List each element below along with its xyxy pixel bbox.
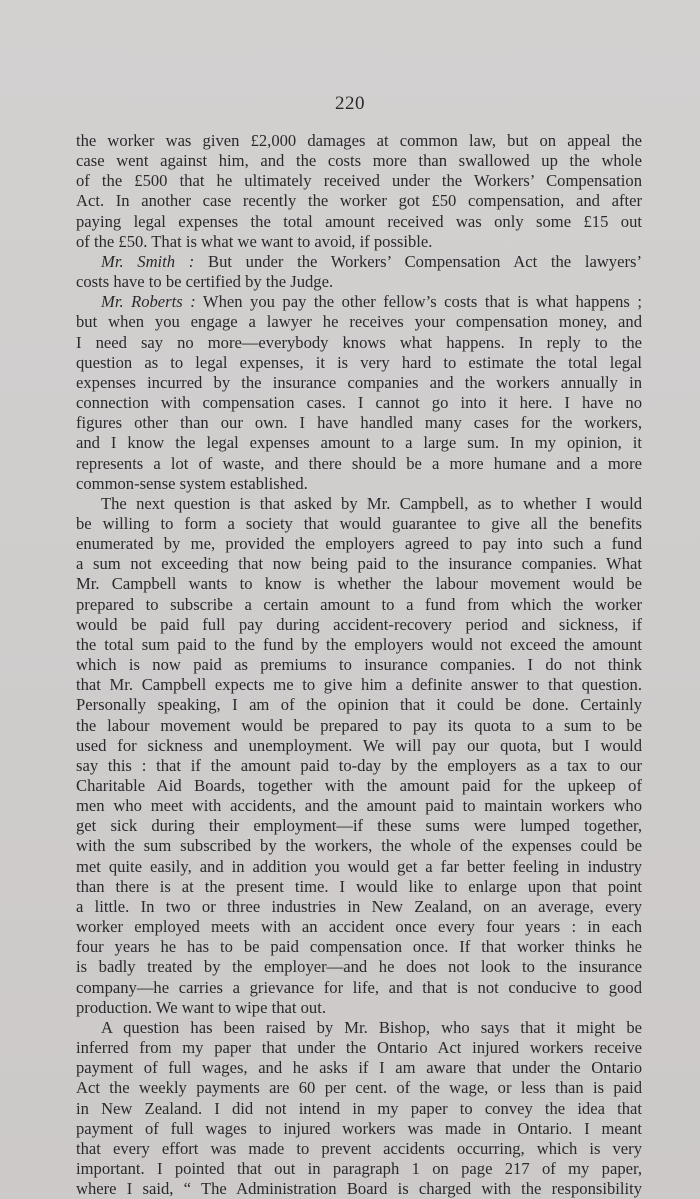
text-line: [76, 595, 642, 615]
line-text: I need say no more—everybody knows what happens. In reply to the: [76, 332, 642, 352]
line-text: than there is at the present time. I would like to enlarge upon that point: [76, 876, 642, 896]
text-line: [76, 675, 642, 695]
text-line: [76, 836, 642, 856]
text-line: [76, 1078, 642, 1098]
text-line: [76, 272, 642, 292]
line-text: connection with compensation cases. I cannot go into it here. I have no: [76, 393, 642, 413]
line-text: say this : that if the amount paid to-day by the employers as a tax to our: [76, 755, 642, 775]
text-line: [76, 574, 642, 594]
line-text: production. We want to wipe that out.: [76, 997, 326, 1017]
text-line: [76, 433, 642, 453]
text-line: [76, 534, 642, 554]
text-line: [76, 776, 642, 796]
text-line: [76, 353, 642, 373]
text-line: [76, 373, 642, 393]
text-line: [76, 978, 642, 998]
line-text: prepared to subscribe a certain amount to a fund from which the worker: [76, 594, 642, 614]
text-line: [76, 514, 642, 534]
line-text: which is now paid as premiums to insurance companies. I do not think: [76, 655, 642, 675]
text-line: [76, 796, 642, 816]
line-text: in New Zealand. I did not intend in my paper to convey the idea that: [76, 1098, 642, 1118]
line-text: paying legal expenses the total amount received was only some £15 out: [76, 211, 642, 231]
text-line: [76, 151, 642, 171]
text-line: [76, 232, 642, 252]
text-line: [76, 635, 642, 655]
line-text: of the £50. That is what we want to avoid, if possible.: [76, 231, 433, 251]
text-line: [76, 736, 642, 756]
line-text: the total sum paid to the fund by the employers would not exceed the amount: [76, 634, 642, 654]
text-line: [76, 1179, 642, 1199]
line-text: with the sum subscribed by the workers, the whole of the expenses could be: [76, 836, 642, 856]
text-line: [76, 454, 642, 474]
text-line: [76, 171, 642, 191]
line-text: expenses incurred by the insurance companies and the workers annually in: [76, 372, 642, 392]
text-line: [76, 333, 642, 353]
line-text: a sum not exceeding that now being paid to the insurance companies. What: [76, 554, 642, 574]
line-text: four years he has to be paid compensation once. If that worker thinks he: [76, 937, 642, 957]
line-text: of the £500 that he ultimately received under the Workers’ Compensation: [76, 171, 642, 191]
text-line: [76, 252, 642, 272]
line-text: The next question is that asked by Mr. Campbell, as to whether I would: [101, 493, 642, 513]
text-line: [76, 937, 642, 957]
text-line: [76, 1139, 642, 1159]
text-line: [76, 1099, 642, 1119]
text-line: [76, 695, 642, 715]
line-text: inferred from my paper that under the Ontario Act injured workers receive: [76, 1038, 642, 1058]
text-line: [76, 212, 642, 232]
body-text: [76, 131, 642, 1199]
text-line: [76, 393, 642, 413]
line-text: important. I pointed that out in paragraph 1 on page 217 of my paper,: [76, 1158, 642, 1178]
text-line: [76, 131, 642, 151]
line-text: used for sickness and unemployment. We will pay our quota, but I would: [76, 735, 642, 755]
text-line: [76, 474, 642, 494]
text-line: [76, 615, 642, 635]
line-text: represents a lot of waste, and there should be a more humane and a more: [76, 453, 642, 473]
line-text: costs have to be certified by the Judge.: [76, 272, 334, 292]
line-text: Personally speaking, I am of the opinion that it could be done. Certainly: [76, 695, 642, 715]
text-line: [76, 655, 642, 675]
line-text: Act the weekly payments are 60 per cent. of the wage, or less than is paid: [76, 1078, 642, 1098]
line-text: company—he carries a grievance for life, and that is not conducive to good: [76, 977, 642, 997]
text-line: [76, 897, 642, 917]
line-text: payment of full wages, and he asks if I am aware that under the Ontario: [76, 1058, 642, 1078]
text-line: [76, 1159, 642, 1179]
line-text: that every effort was made to prevent accidents occurring, which is very: [76, 1138, 642, 1158]
speaker-name: Mr. Smith :: [101, 251, 195, 271]
text-line: [76, 191, 642, 211]
text-line: [76, 1119, 642, 1139]
line-text: enumerated by me, provided the employers agreed to pay into such a fund: [76, 534, 642, 554]
line-text: where I said, “ The Administration Board is charged with the responsibility: [76, 1179, 642, 1199]
text-line: [76, 857, 642, 877]
text-line: [76, 957, 642, 977]
text-line: [76, 1058, 642, 1078]
text-line: [76, 716, 642, 736]
text-line: [76, 554, 642, 574]
text-line: [76, 877, 642, 897]
line-text: get sick during their employment—if these sums were lumped together,: [76, 816, 642, 836]
text-line: [76, 312, 642, 332]
line-text: payment of full wages to injured workers was made in Ontario. I meant: [76, 1118, 642, 1138]
line-text: a little. In two or three industries in New Zealand, on an average, every: [76, 896, 642, 916]
text-line: [76, 494, 642, 514]
text-line: [76, 917, 642, 937]
line-text: is badly treated by the employer—and he does not look to the insurance: [76, 957, 642, 977]
speaker-name: Mr. Roberts :: [101, 292, 196, 312]
line-text: men who meet with accidents, and the amount paid to maintain workers who: [76, 796, 642, 816]
page-number: 220: [335, 93, 365, 114]
line-text: case went against him, and the costs more than swallowed up the whole: [76, 151, 642, 171]
text-line: [76, 998, 642, 1018]
text-line: [76, 413, 642, 433]
line-text: When you pay the other fellow’s costs that is what happens ;: [202, 292, 642, 312]
line-text: met quite easily, and in addition you would get a far better feeling in industry: [76, 856, 642, 876]
line-text: worker employed meets with an accident once every four years : in each: [76, 917, 642, 937]
line-text: but when you engage a lawyer he receives your compensation money, and: [76, 312, 642, 332]
line-text: the labour movement would be prepared to pay its quota to a sum to be: [76, 715, 642, 735]
text-line: [76, 756, 642, 776]
line-text: common-sense system established.: [76, 473, 308, 493]
line-text: the worker was given £2,000 damages at common law, but on appeal the: [76, 131, 642, 150]
line-text: Act. In another case recently the worker got £50 compensation, and after: [76, 191, 642, 211]
text-line: [76, 1018, 642, 1038]
line-text: But under the Workers’ Compensation Act the lawyers’: [208, 251, 642, 271]
line-text: question as to legal expenses, it is very hard to estimate the total legal: [76, 352, 642, 372]
line-text: A question has been raised by Mr. Bishop, who says that it might be: [101, 1017, 642, 1037]
line-text: be willing to form a society that would guarantee to give all the benefits: [76, 513, 642, 533]
text-line: [76, 1038, 642, 1058]
line-text: and I know the legal expenses amount to a large sum. In my opinion, it: [76, 433, 642, 453]
line-text: Charitable Aid Boards, together with the amount paid for the upkeep of: [76, 776, 642, 795]
text-line: [76, 292, 642, 312]
line-text: Mr. Campbell wants to know is whether the labour movement would be: [76, 574, 642, 594]
text-line: [76, 816, 642, 836]
line-text: that Mr. Campbell expects me to give him a definite answer to that question.: [76, 675, 642, 695]
line-text: figures other than our own. I have handled many cases for the workers,: [76, 413, 642, 433]
line-text: would be paid full pay during accident-recovery period and sickness, if: [76, 614, 642, 634]
